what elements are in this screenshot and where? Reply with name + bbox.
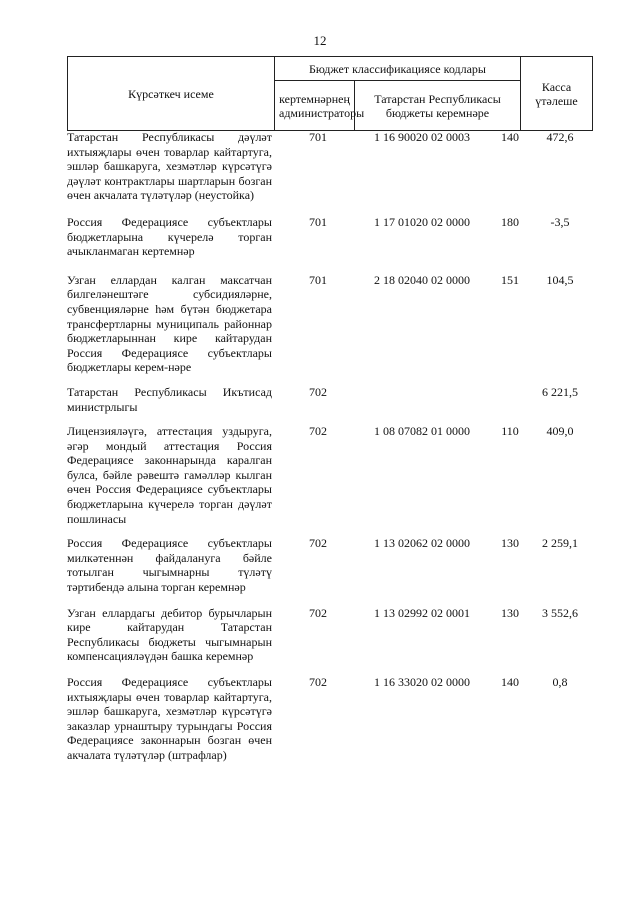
- row-cash-amount: -3,5: [550, 214, 570, 229]
- row-indicator-name: Татарстан Республикасы дәүләт ихтыяҗлары өчен товарлар кайтартуга, эшләр башкаруга, хезмәтләр күрсәтүгә дәүләт контрактлары шартларын бозган өчен акчалата түләтүләр (неустойка): [67, 130, 272, 203]
- row-admin-code: 701: [309, 214, 327, 229]
- table-row: [67, 215, 592, 259]
- row-admin-code: 702: [309, 605, 327, 620]
- row-admin-code: 702: [309, 384, 327, 399]
- header-budget-codes: Бюджет классификациясе кодлары: [275, 57, 521, 81]
- row-budget-code: 1 16 90020 02 0003: [374, 130, 470, 144]
- row-admin-code: 702: [309, 424, 327, 439]
- table-header: [67, 56, 593, 131]
- row-subtype-code: 110: [501, 424, 519, 439]
- table-row: [67, 606, 592, 664]
- row-cash-amount: 3 552,6: [542, 605, 578, 620]
- row-indicator-name: Лицензияләүгә, аттестация уздыруга, әгәр мондый аттестация Россия Федерациясе законнарында каралган булса, бәйле рәвештә гамәлләр кылган өчен Россия Федерациясе субъектлары бюджетларына күчерелә торган дәүләт пошлинасы: [67, 424, 272, 526]
- table-row: [67, 536, 592, 594]
- row-budget-code: 1 13 02992 02 0001: [374, 605, 470, 620]
- table-row: [67, 273, 592, 375]
- header-indicator-name: Күрсәткеч исеме: [68, 57, 275, 131]
- table-row: [67, 424, 592, 526]
- header-cash-execution: Касса үтәлеше: [521, 57, 593, 131]
- row-subtype-code: 130: [501, 536, 519, 551]
- row-budget-code: 1 13 02062 02 0000: [374, 536, 470, 551]
- row-cash-amount: 0,8: [552, 675, 568, 689]
- row-subtype-code: 151: [501, 272, 519, 287]
- row-indicator-name: Россия Федерациясе субъектлары бюджетларына күчерелә торган ачыкланмаган кертемнәр: [67, 214, 272, 259]
- table-row: [67, 130, 592, 203]
- row-indicator-name: Россия Федерациясе субъектлары милкәтеннән файдалануга бәйле тотылган чыгымнарны түләтү тәртибендә алына торган керемнәр: [67, 536, 272, 595]
- row-subtype-code: 140: [501, 130, 519, 144]
- row-subtype-code: 140: [501, 675, 519, 689]
- row-cash-amount: 6 221,5: [542, 384, 578, 399]
- row-admin-code: 702: [309, 536, 327, 551]
- row-budget-code: 2 18 02040 02 0000: [374, 272, 470, 287]
- row-indicator-name: Татарстан Республикасы Икътисад министрлыгы: [67, 384, 272, 414]
- row-subtype-code: 130: [501, 605, 519, 620]
- row-cash-amount: 104,5: [546, 272, 574, 287]
- header-tatarstan-revenue: Татарстан Республикасы бюджеты керемнәре: [355, 81, 521, 131]
- row-indicator-name: Узган еллардан калган максатчан билгеләнештәге субсидияләрне, субвенцияләрне һәм бүтән бюджетара трансфертларны муниципаль районнар бюджетларыннан кире кайтарудан Россия Федерациясе субъектлары бюджетлары керем-нәре: [67, 272, 272, 375]
- row-admin-code: 702: [309, 675, 327, 689]
- table-row: [67, 675, 592, 763]
- row-cash-amount: 472,6: [546, 130, 574, 144]
- row-budget-code: 1 08 07082 01 0000: [374, 424, 470, 439]
- row-subtype-code: 180: [501, 214, 519, 229]
- page-number: 12: [313, 33, 327, 48]
- row-indicator-name: Узган еллардагы дебитор бурычларын кире кайтарудан Татарстан Республикасы бюджеты чыгымнарын компенсацияләүдән башка керемнәр: [67, 605, 272, 664]
- row-cash-amount: 409,0: [546, 424, 574, 439]
- row-cash-amount: 2 259,1: [542, 536, 578, 551]
- row-budget-code: 1 17 01020 02 0000: [374, 214, 470, 229]
- header-revenue-admin: кертемнәрнең администраторы: [275, 81, 355, 131]
- row-admin-code: 701: [309, 130, 327, 144]
- row-indicator-name: Россия Федерациясе субъектлары ихтыяҗлары өчен товарлар кайтартуга, эшләр башкаруга, хезмәтләр күрсәтүгә заказлар урнаштыру турындагы Россия Федерациясе законнарын бозган өчен акчалата түләтүләр (штрафлар): [67, 675, 272, 762]
- table-body: [67, 130, 592, 762]
- row-budget-code: 1 16 33020 02 0000: [374, 675, 470, 689]
- table-row: [67, 385, 592, 414]
- row-admin-code: 701: [309, 272, 327, 287]
